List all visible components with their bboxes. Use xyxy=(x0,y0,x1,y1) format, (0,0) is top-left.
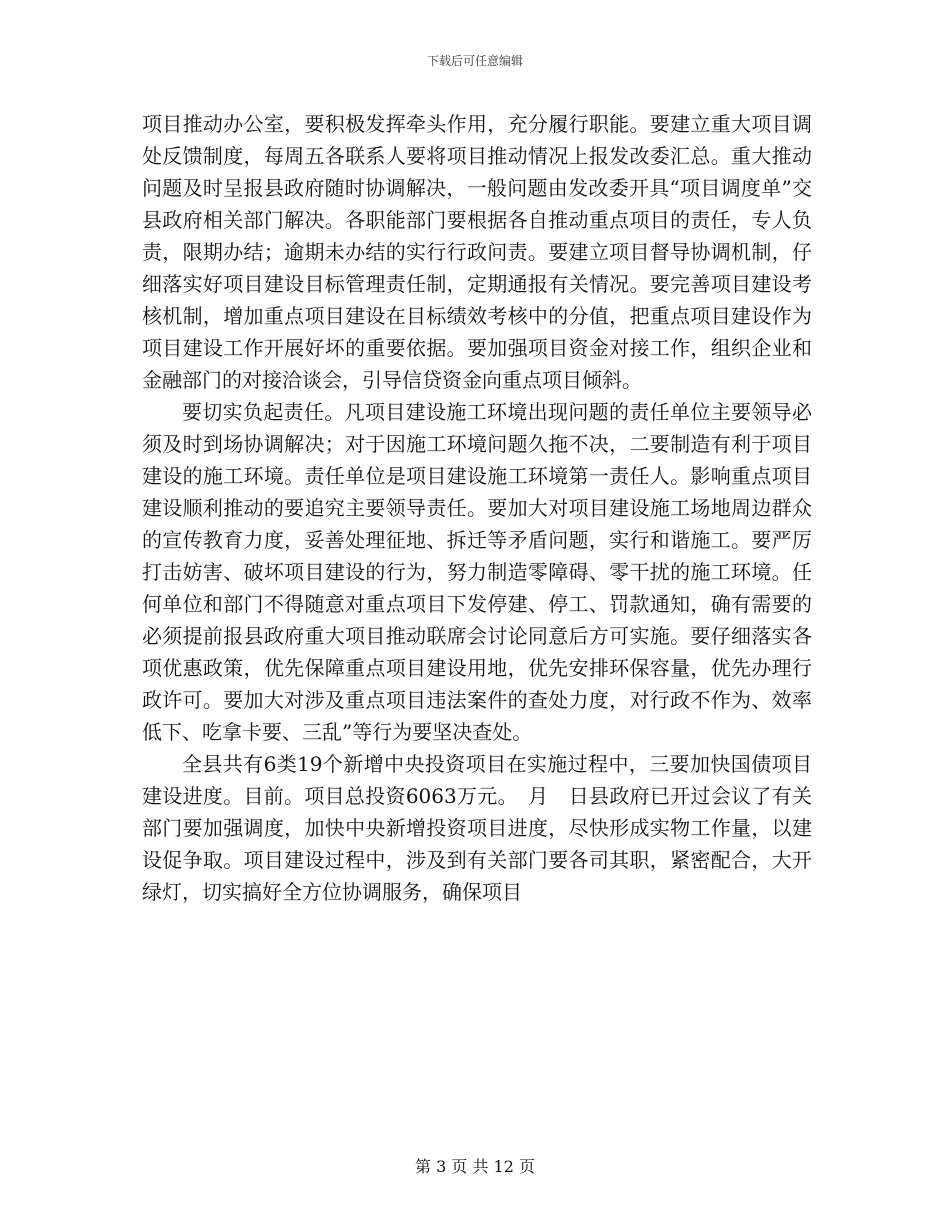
page-number-footer: 第 3 页 共 12 页 xyxy=(415,1157,535,1176)
paragraph-2: 要切实负起责任。凡项目建设施工环境出现问题的责任单位主要领导必须及时到场协调解决；对于因施工环境问题久拖不决，二要制造有利于项目建设的施工环境。责任单位是项目建设施工环境第一责任人。影响重点项目建设顺利推动的要追究主要领导责任。要加大对项目建设施工场地周边群众的宣传教育力度，妥善处理征地、拆迁等矛盾问题，实行和谐施工。要严厉打击妨害、破坏项目建设的行为，努力制造零障碍、零干扰的施工环境。任何单位和部门不得随意对重点项目下发停建、停工、罚款通知，确有需要的必须提前报县政府重大项目推动联席会讨论同意后方可实施。要仔细落实各项优惠政策，优先保障重点项目建设用地，优先安排环保容量，优先办理行政许可。要加大对涉及重点项目违法案件的查处力度，对行政不作为、效率低下、吃拿卡要、三乱”等行为要坚决查处。 xyxy=(142,400,812,744)
page-header: 下载后可任意编辑 xyxy=(426,54,523,68)
document-body xyxy=(142,108,812,908)
paragraph-3: 全县共有6类19个新增中央投资项目在实施过程中，三要加快国债项目建设进度。目前。项目总投资6063万元。 月 日县政府已开过会议了有关部门要加强调度，加快中央新增投资项目进度，尽快形成实物工作量，以建设促争取。项目建设过程中，涉及到有关部门要各司其职，紧密配合，大开绿灯，切实搞好全方位协调服务，确保项目 xyxy=(142,752,812,904)
paragraph-1: 项目推动办公室，要积极发挥牵头作用，充分履行职能。要建立重大项目调处反馈制度，每周五各联系人要将项目推动情况上报发改委汇总。重大推动问题及时呈报县政府随时协调解决，一般问题由发改委开具“项目调度单”交县政府相关部门解决。各职能部门要根据各自推动重点项目的责任，专人负责，限期办结；逾期未办结的实行行政问责。要建立项目督导协调机制，仔细落实好项目建设目标管理责任制，定期通报有关情况。要完善项目建设考核机制，增加重点项目建设在目标绩效考核中的分值，把重点项目建设作为项目建设工作开展好坏的重要依据。要加强项目资金对接工作，组织企业和金融部门的对接洽谈会，引导信贷资金向重点项目倾斜。 xyxy=(142,112,812,392)
